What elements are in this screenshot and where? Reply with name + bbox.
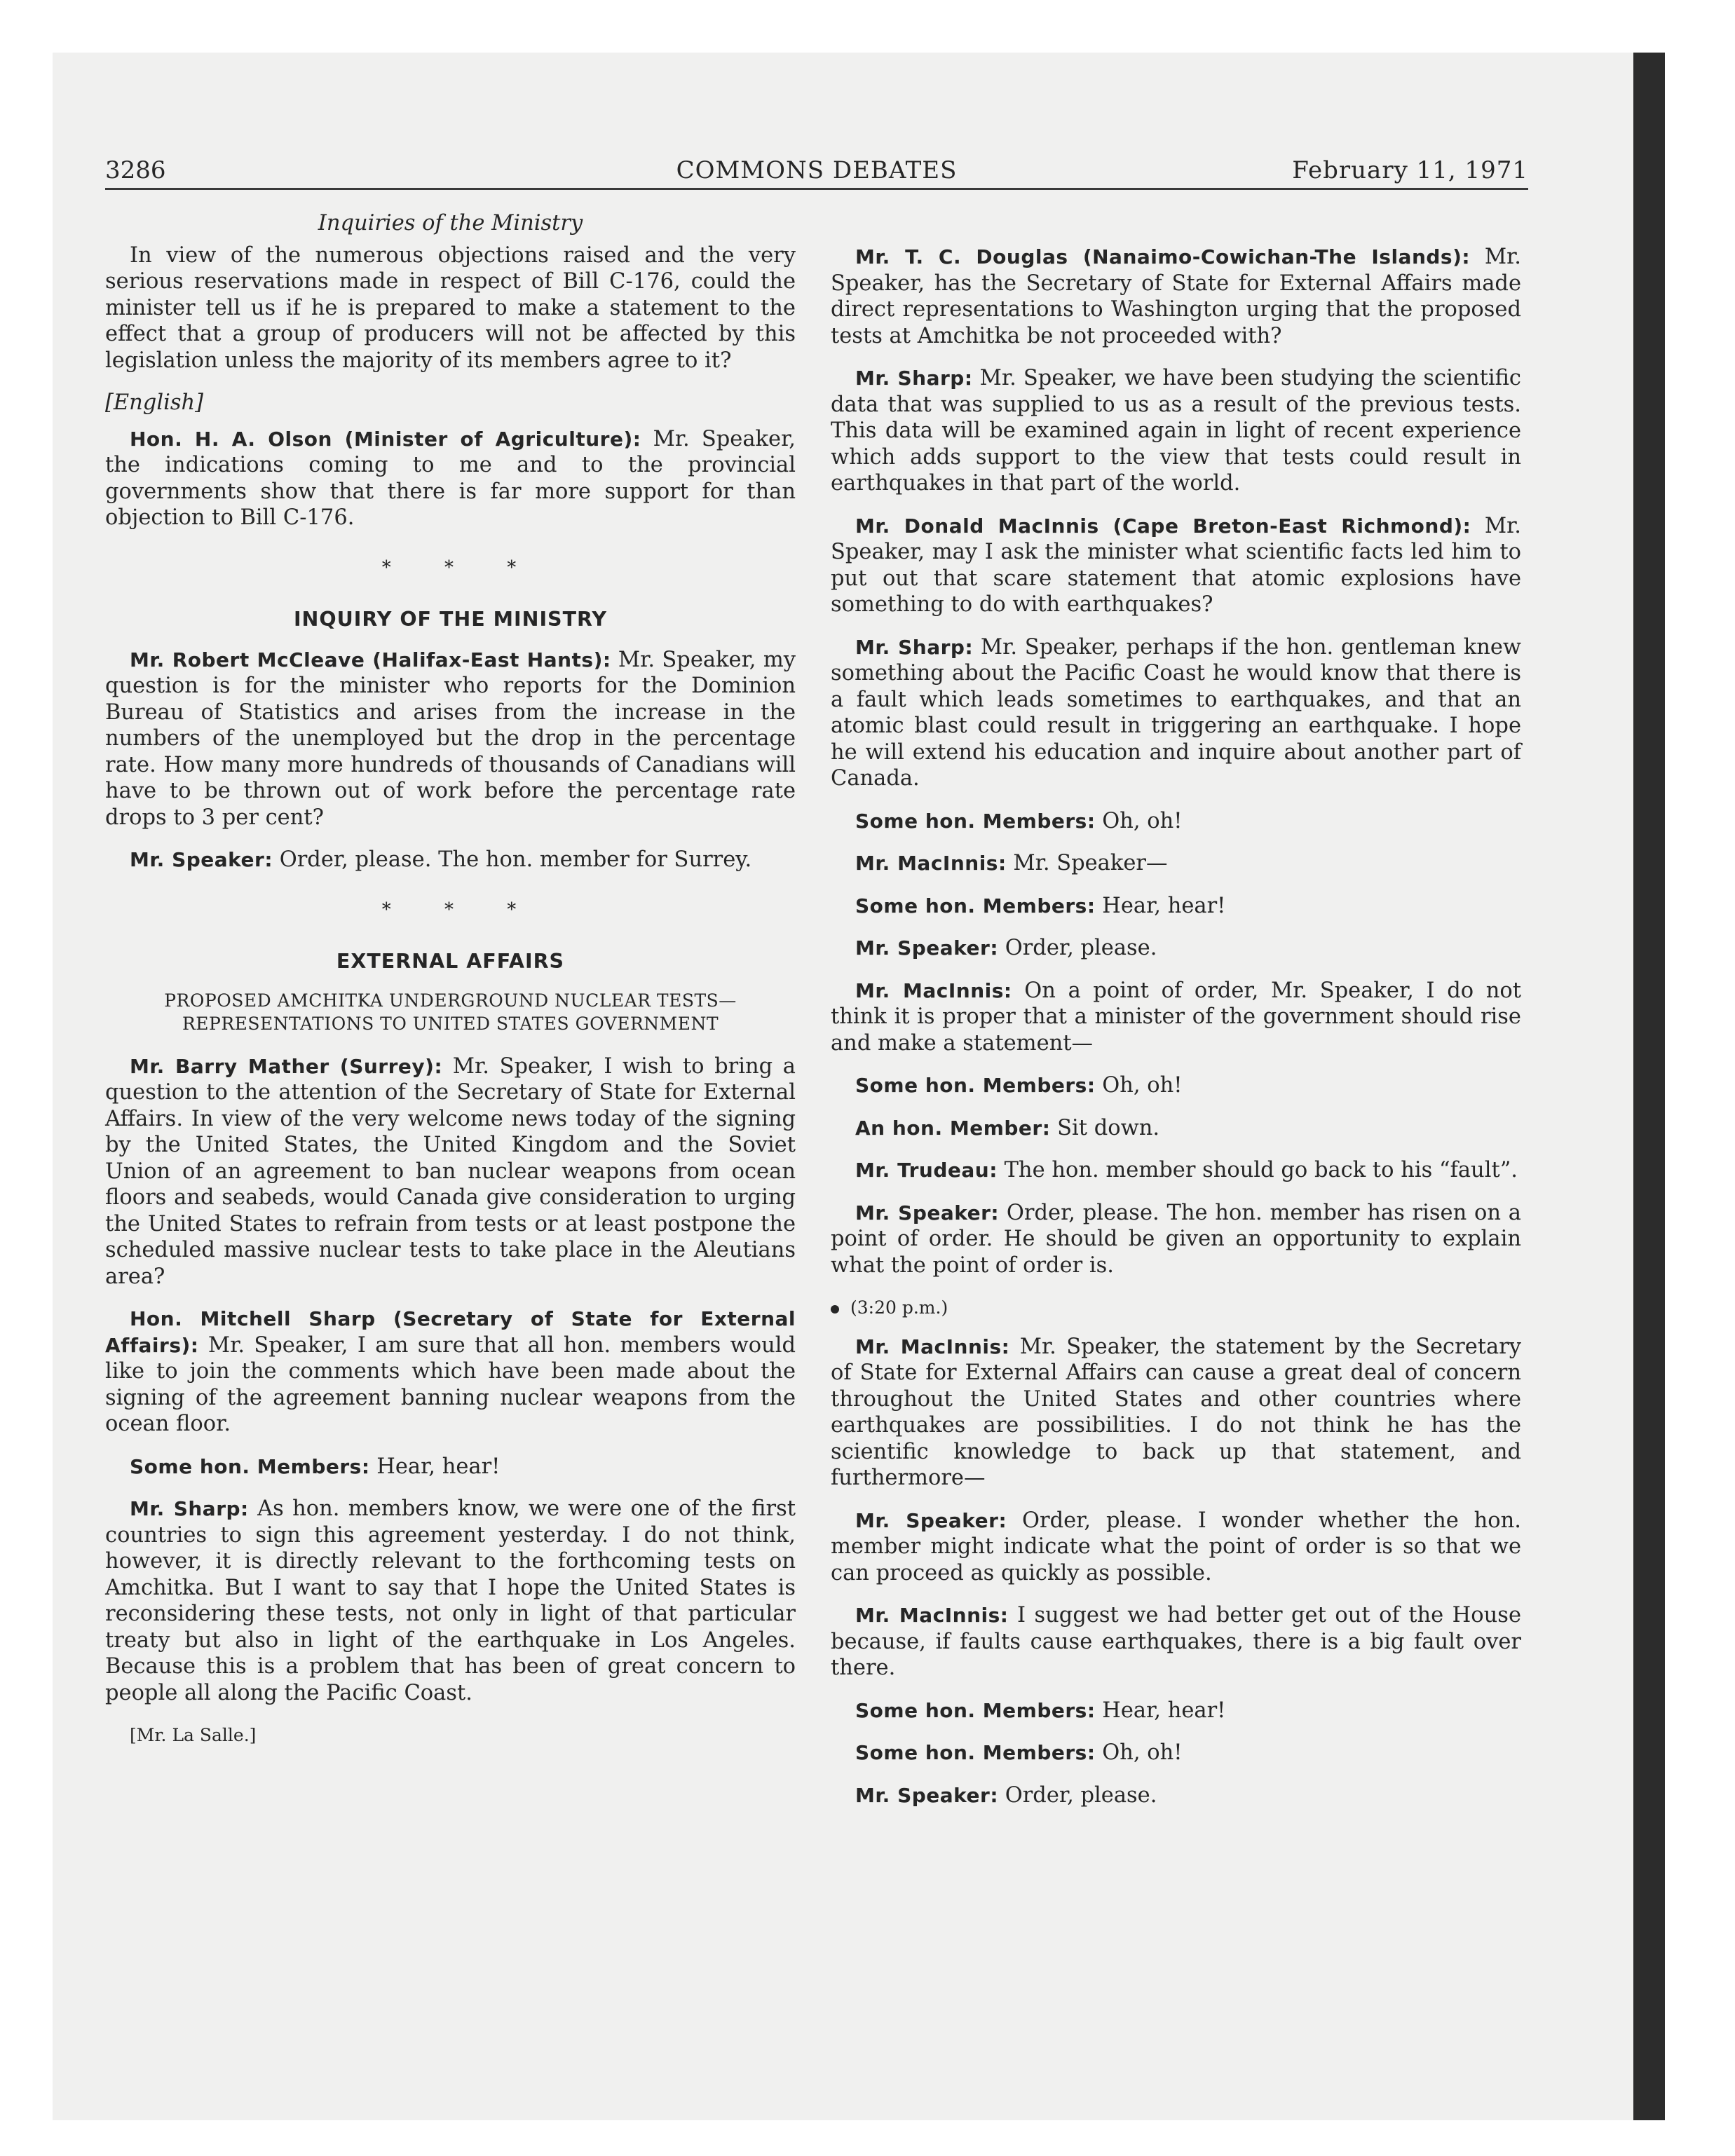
language-marker: [English] (105, 390, 204, 415)
speech-text: I suggest we had better get out of the House because, if faults cause earthquakes, there is a big fault over there. (831, 1603, 1521, 1680)
speaker-name: Some hon. Members: (130, 1454, 370, 1478)
subheading (105, 989, 796, 1035)
speech-text: On a point of order, Mr. Speaker, I do not think it is proper that a minister of the government should rise and make a statement— (831, 978, 1522, 1056)
speech-text: Mr. Speaker, my question is for the minister who reports for the Dominion Bureau of Statistics and arises from the increase in the numbers of the unemployed but the drop in the percentage rate. How many more hundreds of thousands of Canadians will have to be thrown out of work before the percentage rate drops to 3 per cent? (105, 647, 796, 830)
publication-title: COMMONS DEBATES (676, 156, 958, 184)
speaker-name: Mr. Sharp: (855, 635, 974, 659)
speaker-name: Some hon. Members: (855, 894, 1096, 917)
speaker-name: Some hon. Members: (855, 809, 1096, 833)
speaker-name: Mr. Speaker: (855, 1783, 999, 1807)
paragraph: In view of the numerous objections raised and the very serious reservations made in respect of Bill C-176, could the minister tell us if he is prepared to make a statement to the effect that a group of producers will not be affected by this legislation unless the majority of its members agree to it? (105, 243, 796, 373)
right-column (831, 244, 1521, 1824)
speaker-name: Mr. Speaker: (855, 1508, 1007, 1532)
speech-paragraph (831, 1115, 1521, 1142)
speaker-name: Some hon. Members: (855, 1074, 1096, 1097)
speaker-name: Mr. Sharp: (130, 1497, 249, 1520)
speech-text: Oh, oh! (1095, 1740, 1183, 1765)
section-divider: * * * (381, 557, 540, 578)
speech-paragraph (831, 1072, 1521, 1099)
speech-text: Hear, hear! (1095, 893, 1226, 918)
speaker-name: Mr. Donald MacInnis (Cape Breton-East Richmond): (855, 514, 1471, 538)
speech-text: Mr. Speaker, I am sure that all hon. members would like to join the comments which have been made about the signing of the agreement banning nuclear weapons from the ocean floor. (105, 1332, 796, 1436)
time-stamp-text: (3:20 p.m.) (850, 1297, 948, 1318)
speaker-name: Mr. T. C. Douglas (Nanaimo-Cowichan-The Islands): (855, 245, 1471, 268)
speech-paragraph (831, 893, 1521, 920)
speech-text: Sit down. (1050, 1115, 1160, 1140)
speaker-name: Mr. Speaker: (855, 936, 999, 960)
speaker-name: Mr. MacInnis: (855, 852, 1007, 875)
speech-text: Order, please. (998, 1782, 1157, 1808)
speech-paragraph (831, 1740, 1521, 1766)
speech-paragraph (831, 935, 1521, 962)
speech-paragraph (105, 647, 796, 831)
speech-paragraph (831, 634, 1521, 792)
speaker-name: Mr. Trudeau: (855, 1159, 998, 1182)
speaker-name: Some hon. Members: (855, 1698, 1096, 1722)
speaker-name: Mr. Barry Mather (Surrey): (130, 1054, 443, 1078)
subheading-line-2: REPRESENTATIONS TO UNITED STATES GOVERNMENT (182, 1013, 719, 1034)
speech-text: Order, please. The hon. member has risen on a point of order. He should be given an opportunity to explain what the point of order is. (831, 1200, 1521, 1278)
italic-heading: Inquiries of the Ministry (318, 211, 583, 236)
speech-paragraph (105, 847, 796, 873)
speech-paragraph (831, 1602, 1521, 1681)
speech-text: Mr. Speaker, the statement by the Secretary of State for External Affairs can cause a great deal of concern throughout the United States and other countries where earthquakes are possibilities. I do not think he has the scientific knowledge to back up that statement, and furthermore— (831, 1334, 1521, 1490)
speech-text: Mr. Speaker, we have been studying the scientific data that was supplied to us as a result of the previous tests. This data will be examined again in light of recent experience which adds support to the view that tests could result in earthquakes in that part of the world. (831, 366, 1522, 496)
speaker-name: Mr. MacInnis: (855, 1604, 1009, 1627)
speech-text: Oh, oh! (1095, 808, 1183, 833)
page-date: February 11, 1971 (1292, 156, 1528, 184)
speech-text: As hon. members know, we were one of the first countries to sign this agreement yesterday. I do not think, however, it is directly relevant to the forthcoming tests on Amchitka. But I want to say that I hope the United States is reconsidering these tests, not only in light of that particular treaty but also in light of the earthquake in Los Angeles. Because this is a problem that has been of great concern to people all along the Pacific Coast. (105, 1496, 796, 1705)
speech-paragraph (831, 1698, 1521, 1724)
speech-text: Mr. Speaker, perhaps if the hon. gentleman knew something about the Pacific Coast he would know that there is a fault which leads sometimes to earthquakes, and that an atomic blast could result in triggering an earthquake. I hope he will extend his education and inquire about another part of Canada. (831, 634, 1522, 791)
speech-paragraph (831, 978, 1521, 1057)
page-number: 3286 (105, 156, 166, 184)
speech-paragraph (105, 1496, 796, 1706)
speech-paragraph (831, 1508, 1521, 1587)
speech-text: Mr. Speaker, may I ask the minister what scientific facts led him to put out that scare statement that atomic explosions have something to do with earthquakes? (831, 513, 1521, 617)
page-header (105, 153, 1528, 190)
speaker-name: Mr. Sharp: (855, 367, 973, 390)
footer-note: [Mr. La Salle.] (130, 1725, 257, 1745)
time-stamp (831, 1295, 1521, 1321)
speaker-name: Mr. Robert McCleave (Halifax-East Hants): (130, 648, 611, 671)
speaker-name: Mr. Speaker: (130, 848, 273, 871)
speech-text: Mr. Speaker, has the Secretary of State for External Affairs made direct representations to Washington urging that the proposed tests at Amchitka be not proceeded with? (831, 245, 1521, 348)
speech-paragraph (831, 808, 1521, 835)
speaker-name: Mr. Speaker: (855, 1201, 1000, 1224)
speaker-name: Hon. H. A. Olson (Minister of Agriculture): (130, 427, 641, 451)
section-heading: EXTERNAL AFFAIRS (336, 950, 565, 973)
speech-paragraph (831, 1157, 1521, 1184)
speech-paragraph (105, 1053, 796, 1290)
speech-paragraph (105, 426, 796, 531)
speaker-name: Hon. Mitchell Sharp (Secretary of State for External Affairs): (105, 1307, 796, 1357)
speaker-name: Mr. MacInnis: (855, 1335, 1010, 1358)
speaker-name: An hon. Member: (855, 1116, 1051, 1140)
bullet-icon (831, 1305, 839, 1314)
section-heading: INQUIRY OF THE MINISTRY (293, 608, 608, 631)
speech-text: Oh, oh! (1095, 1073, 1183, 1098)
section-divider: * * * (381, 899, 540, 920)
speech-text: Order, please. (998, 936, 1157, 960)
speech-paragraph (831, 244, 1521, 349)
speaker-name: Mr. MacInnis: (855, 978, 1012, 1002)
speech-text: Hear, hear! (1095, 1698, 1226, 1723)
speech-text: The hon. member should go back to his “fault”. (997, 1158, 1518, 1182)
speech-text: Mr. Speaker, the indications coming to me and to the provincial governments show that there is far more support for than objection to Bill C-176. (105, 426, 796, 530)
speaker-name: Some hon. Members: (855, 1741, 1096, 1764)
speech-paragraph (831, 1782, 1521, 1809)
speech-paragraph (831, 365, 1521, 497)
speech-text: Order, please. The hon. member for Surrey. (273, 847, 752, 872)
speech-paragraph (831, 1200, 1521, 1279)
speech-text: Order, please. I wonder whether the hon. member might indicate what the point of order is so that we can proceed as quickly as possible. (831, 1508, 1521, 1585)
left-column (105, 210, 796, 1765)
speech-text: Mr. Speaker, I wish to bring a question to the attention of the Secretary of State for External Affairs. In view of the very welcome news today of the signing by the United States, the United Kingdom and the Soviet Union of an agreement to ban nuclear weapons from ocean floors and seabeds, would Canada give consideration to urging the United States to refrain from tests or at least postpone the scheduled massive nuclear tests to take place in the Aleutians area? (105, 1053, 796, 1289)
speech-paragraph (105, 1454, 796, 1480)
speech-text: Mr. Speaker— (1006, 851, 1168, 875)
speech-text: Hear, hear! (369, 1454, 501, 1479)
subheading-line-1: PROPOSED AMCHITKA UNDERGROUND NUCLEAR TESTS— (164, 990, 737, 1011)
speech-paragraph (105, 1306, 796, 1438)
speech-paragraph (831, 1334, 1521, 1492)
speech-paragraph (831, 850, 1521, 877)
speech-paragraph (831, 513, 1521, 618)
scan-edge-shadow (1633, 53, 1665, 2120)
